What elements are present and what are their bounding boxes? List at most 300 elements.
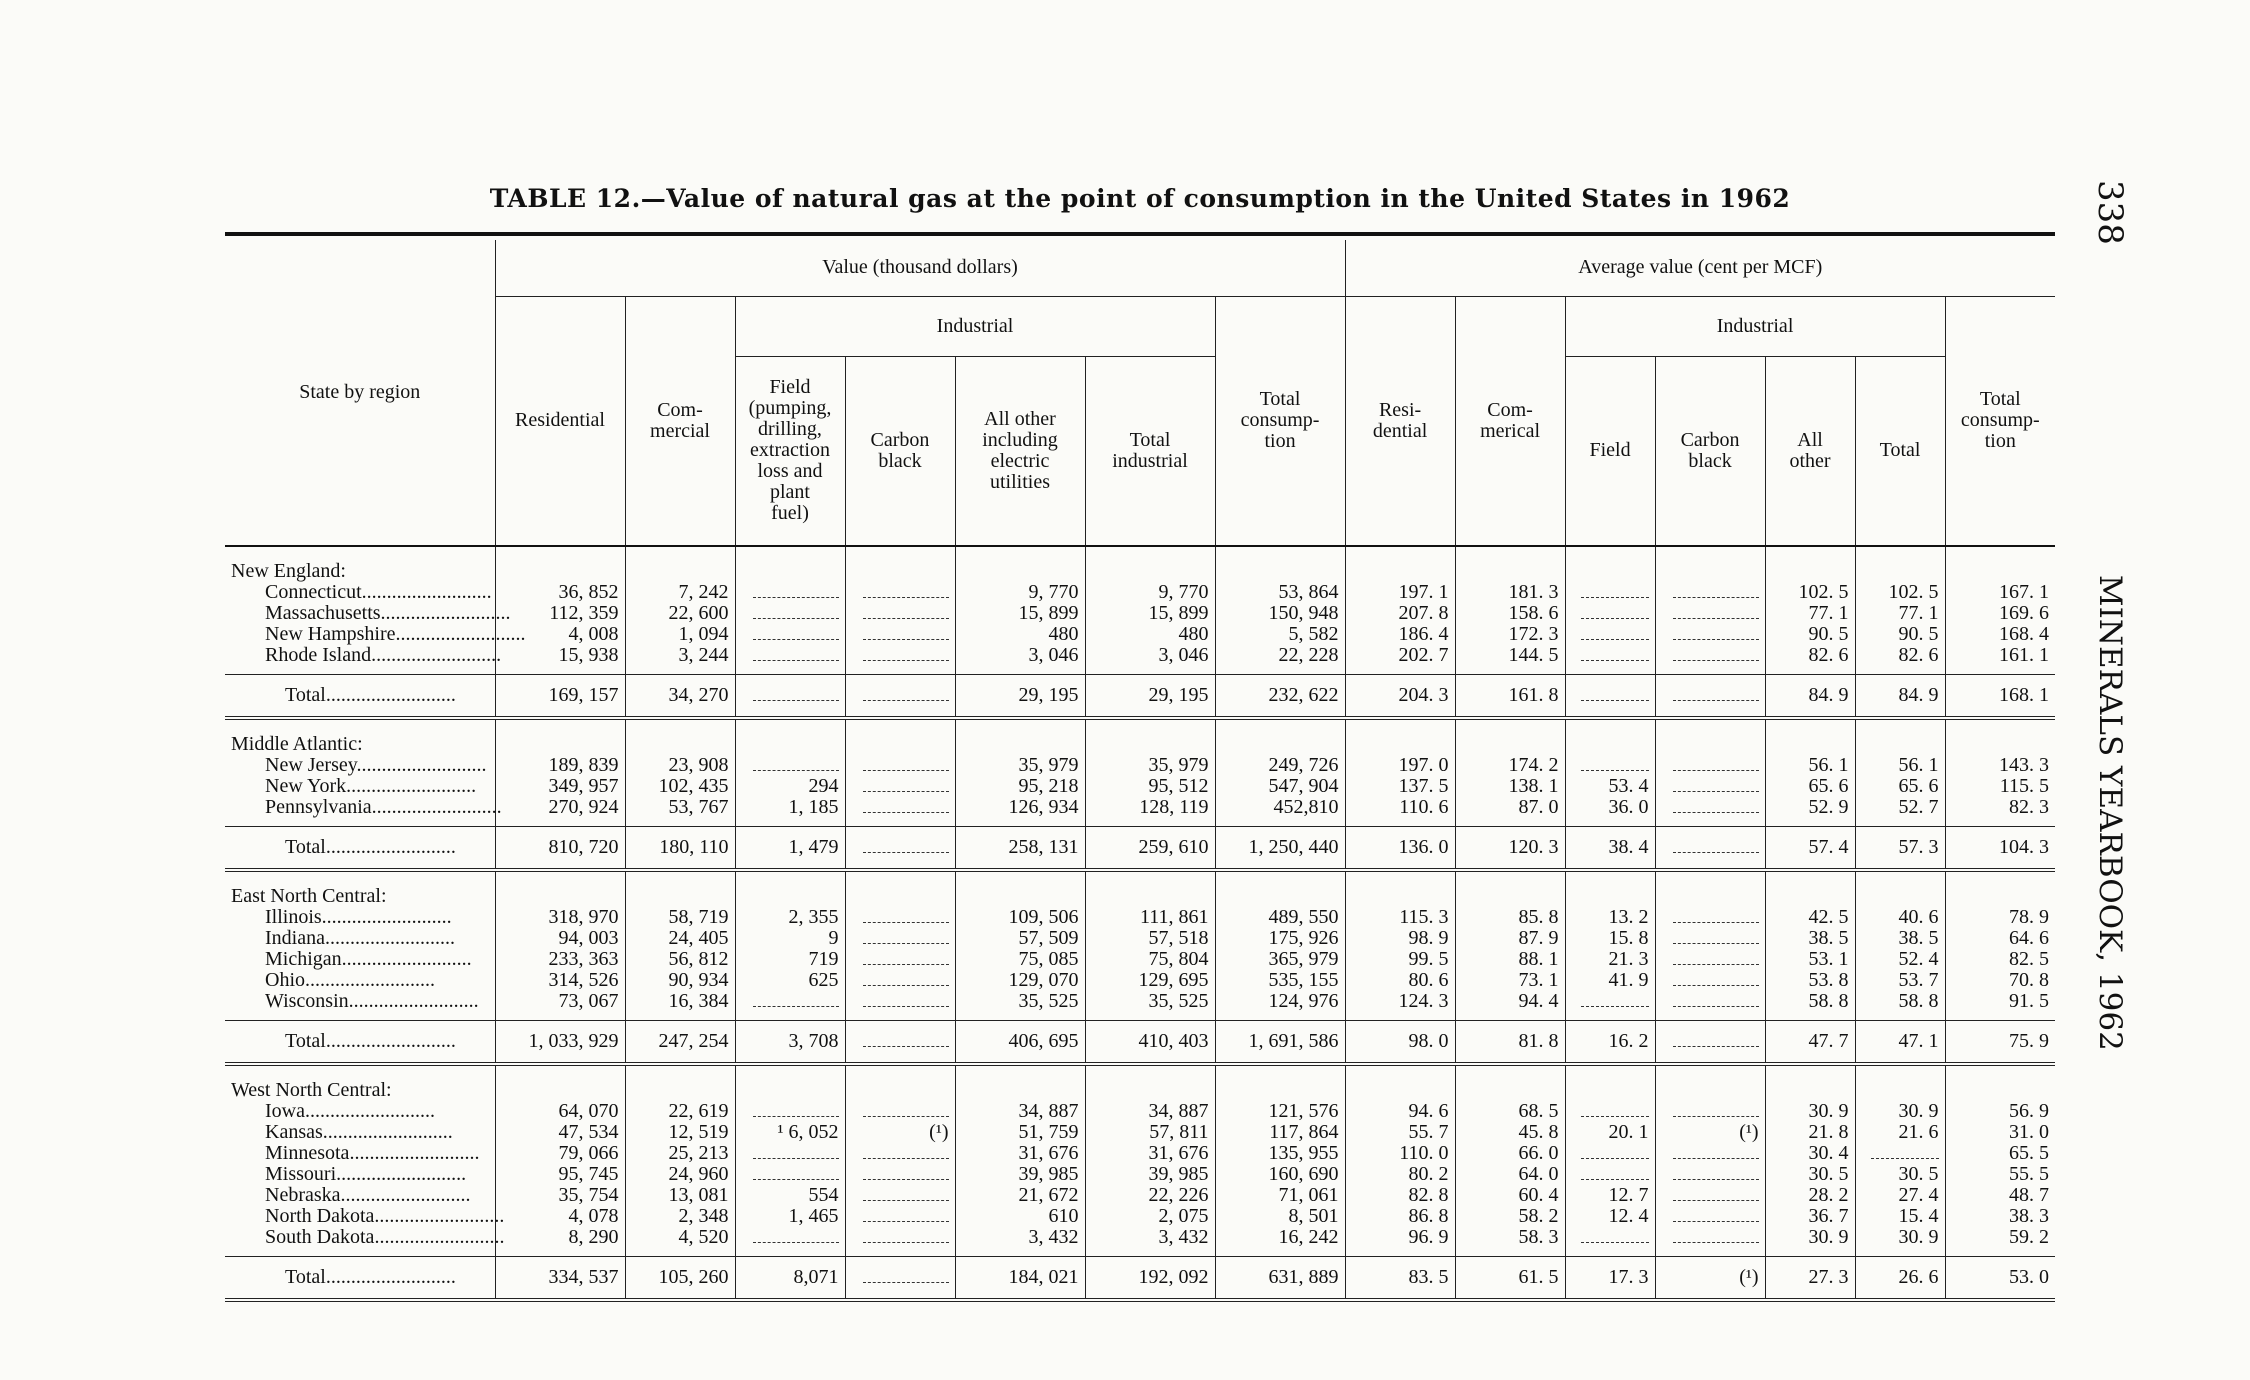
- blank-entry: [1673, 996, 1758, 1007]
- blank-entry: [753, 690, 838, 701]
- table-cell: 77. 1: [1765, 603, 1855, 624]
- blank-entry: [863, 629, 948, 640]
- table-cell: 270, 924: [495, 797, 625, 818]
- table-cell: 115. 3: [1345, 907, 1455, 928]
- table-cell: [1855, 546, 1945, 582]
- table-cell: [1565, 1143, 1655, 1164]
- table-cell: [1345, 1064, 1455, 1101]
- state-name: New Hampshire: [265, 623, 396, 645]
- state-name: Minnesota: [265, 1142, 350, 1164]
- table-cell: 180, 110: [625, 827, 735, 871]
- table-cell: 3, 244: [625, 645, 735, 666]
- table-cell: 129, 695: [1085, 970, 1215, 991]
- table-cell: [1945, 718, 2055, 755]
- table-cell: 102. 5: [1765, 582, 1855, 603]
- table-cell: 78. 9: [1945, 907, 2055, 928]
- table-cell: [1345, 546, 1455, 582]
- blank-entry: [1673, 1106, 1758, 1117]
- table-cell: 57. 3: [1855, 827, 1945, 871]
- table-cell: [1565, 546, 1655, 582]
- table-cell: [495, 718, 625, 755]
- table-cell: 30. 9: [1765, 1227, 1855, 1248]
- table-cell: 16, 384: [625, 991, 735, 1012]
- header-avg-commercial: Com- merical: [1455, 296, 1565, 546]
- table-cell: 202. 7: [1345, 645, 1455, 666]
- table-cell: 52. 4: [1855, 949, 1945, 970]
- blank-entry: [1581, 1148, 1649, 1159]
- header-commercial: Com- mercial: [625, 296, 735, 546]
- table-cell: 53, 767: [625, 797, 735, 818]
- table-cell: 86. 8: [1345, 1206, 1455, 1227]
- table-cell: [735, 755, 845, 776]
- table-cell: 36. 0: [1565, 797, 1655, 818]
- table-cell: [1655, 870, 1765, 907]
- table-cell: 161. 8: [1455, 675, 1565, 719]
- table-cell: [845, 718, 955, 755]
- table-cell: 631, 889: [1215, 1257, 1345, 1301]
- table-cell: 184, 021: [955, 1257, 1085, 1301]
- table-cell: [1855, 870, 1945, 907]
- table-cell: 47, 534: [495, 1122, 625, 1143]
- table-cell: 334, 537: [495, 1257, 625, 1301]
- table-cell: 102, 435: [625, 776, 735, 797]
- table-cell: [1565, 1164, 1655, 1185]
- table-cell: 20. 1: [1565, 1122, 1655, 1143]
- header-industrial: Industrial: [735, 296, 1215, 356]
- table-cell: 4, 008: [495, 624, 625, 645]
- blank-entry: [1581, 608, 1649, 619]
- header-carbon-black: Carbon black: [845, 356, 955, 546]
- table-cell: 35, 979: [955, 755, 1085, 776]
- blank-entry: [1673, 1148, 1758, 1159]
- table-cell: 45. 8: [1455, 1122, 1565, 1143]
- table-cell: [625, 718, 735, 755]
- blank-entry: [1673, 1190, 1758, 1201]
- table-cell: [1085, 870, 1215, 907]
- table-cell: 30. 9: [1765, 1101, 1855, 1122]
- table-cell: [1655, 776, 1765, 797]
- table-cell: [1565, 718, 1655, 755]
- table-cell: 13. 2: [1565, 907, 1655, 928]
- table-cell: [1565, 991, 1655, 1012]
- table-cell: [735, 1101, 845, 1122]
- table-cell: [1565, 1101, 1655, 1122]
- blank-entry: [1673, 650, 1758, 661]
- table-cell: [845, 991, 955, 1012]
- header-total-industrial: Total industrial: [1085, 356, 1215, 546]
- table-cell: 98. 0: [1345, 1021, 1455, 1065]
- table-cell: 810, 720: [495, 827, 625, 871]
- table-row: [225, 624, 2055, 645]
- leader-dots: ..........................: [325, 684, 456, 706]
- table-cell: 249, 726: [1215, 755, 1345, 776]
- region-row: [225, 1064, 2055, 1101]
- table-cell: 61. 5: [1455, 1257, 1565, 1301]
- header-avg-field: Field: [1565, 356, 1655, 546]
- table-cell: 12. 7: [1565, 1185, 1655, 1206]
- table-cell: [1855, 1143, 1945, 1164]
- table-cell: [955, 718, 1085, 755]
- blank-entry: [1871, 1148, 1939, 1159]
- blank-entry: [1581, 1169, 1649, 1180]
- table-cell: [1945, 546, 2055, 582]
- table-cell: [735, 1064, 845, 1101]
- table-cell: [1655, 1143, 1765, 1164]
- table-cell: 52. 7: [1855, 797, 1945, 818]
- table-cell: 104. 3: [1945, 827, 2055, 871]
- table-cell: [845, 1185, 955, 1206]
- state-name: Wisconsin: [265, 990, 349, 1012]
- blank-entry: [863, 1190, 948, 1201]
- table-cell: 47. 7: [1765, 1021, 1855, 1065]
- table-cell: 554: [735, 1185, 845, 1206]
- blank-entry: [1581, 996, 1649, 1007]
- table-cell: 314, 526: [495, 970, 625, 991]
- table-cell: 112, 359: [495, 603, 625, 624]
- page-number: 338: [2090, 180, 2130, 245]
- blank-entry: [1673, 690, 1758, 701]
- table-cell: 4, 520: [625, 1227, 735, 1248]
- running-title: MINERALS YEARBOOK, 1962: [2092, 574, 2128, 1051]
- total-label: Total: [285, 1266, 326, 1288]
- blank-entry: [1673, 975, 1758, 986]
- table-cell: [1655, 675, 1765, 719]
- blank-entry: [1581, 760, 1649, 771]
- table-cell: 53. 1: [1765, 949, 1855, 970]
- table-cell: 36. 7: [1765, 1206, 1855, 1227]
- table-row: [225, 797, 2055, 818]
- table-cell: [845, 675, 955, 719]
- table-cell: 57, 811: [1085, 1122, 1215, 1143]
- state-name: Indiana: [265, 927, 325, 949]
- state-name: North Dakota: [265, 1205, 375, 1227]
- table-cell: [845, 1021, 955, 1065]
- table-cell: 143. 3: [1945, 755, 2055, 776]
- table-row: [225, 1185, 2055, 1206]
- table-cell: 161. 1: [1945, 645, 2055, 666]
- title-rule: [225, 232, 2055, 236]
- table-cell: 91. 5: [1945, 991, 2055, 1012]
- table-row: [225, 755, 2055, 776]
- table-cell: 365, 979: [1215, 949, 1345, 970]
- table-cell: 158. 6: [1455, 603, 1565, 624]
- table-cell: 1, 465: [735, 1206, 845, 1227]
- table-cell: [1565, 755, 1655, 776]
- table-cell: [1345, 718, 1455, 755]
- table-cell: 31, 676: [1085, 1143, 1215, 1164]
- table-cell: 2, 355: [735, 907, 845, 928]
- table-cell: 87. 0: [1455, 797, 1565, 818]
- table-cell: 7, 242: [625, 582, 735, 603]
- table-cell: [1655, 1064, 1765, 1101]
- table-cell: 34, 887: [955, 1101, 1085, 1122]
- table-cell: 120. 3: [1455, 827, 1565, 871]
- table-cell: 406, 695: [955, 1021, 1085, 1065]
- table-cell: 35, 525: [955, 991, 1085, 1012]
- table-cell: 81. 8: [1455, 1021, 1565, 1065]
- blank-entry: [863, 650, 948, 661]
- state-name: Kansas: [265, 1121, 323, 1143]
- table-cell: [845, 928, 955, 949]
- table-cell: 38. 5: [1855, 928, 1945, 949]
- table-cell: 55. 5: [1945, 1164, 2055, 1185]
- table-cell: 75, 085: [955, 949, 1085, 970]
- leader-dots: ..........................: [305, 969, 435, 991]
- table-cell: 87. 9: [1455, 928, 1565, 949]
- blank-entry: [753, 650, 838, 661]
- table-cell: 90. 5: [1855, 624, 1945, 645]
- blank-entry: [1673, 1036, 1758, 1047]
- table-cell: 233, 363: [495, 949, 625, 970]
- table-cell: [1215, 870, 1345, 907]
- blank-entry: [863, 1211, 948, 1222]
- total-label: Total: [285, 1030, 326, 1052]
- table-cell: [625, 546, 735, 582]
- table-cell: [955, 870, 1085, 907]
- table-cell: 167. 1: [1945, 582, 2055, 603]
- table-cell: 610: [955, 1206, 1085, 1227]
- table-cell: 38. 5: [1765, 928, 1855, 949]
- table-cell: [735, 603, 845, 624]
- leader-dots: ..........................: [356, 754, 487, 776]
- table-cell: 111, 861: [1085, 907, 1215, 928]
- blank-entry: [863, 802, 948, 813]
- table-cell: [1655, 907, 1765, 928]
- table-cell: [1655, 928, 1765, 949]
- table-cell: 70. 8: [1945, 970, 2055, 991]
- blank-entry: [1581, 629, 1649, 640]
- blank-entry: [863, 760, 948, 771]
- table-cell: 3, 432: [1085, 1227, 1215, 1248]
- table-row: [225, 582, 2055, 603]
- table-row: [225, 1143, 2055, 1164]
- table-cell: [735, 675, 845, 719]
- table-cell: [845, 776, 955, 797]
- blank-entry: [1673, 760, 1758, 771]
- table-cell: 144. 5: [1455, 645, 1565, 666]
- table-cell: 35, 754: [495, 1185, 625, 1206]
- blank-entry: [863, 933, 948, 944]
- table-cell: 21, 672: [955, 1185, 1085, 1206]
- running-header: [2080, 180, 2140, 1320]
- table-cell: [1945, 870, 2055, 907]
- table-cell: 9, 770: [955, 582, 1085, 603]
- table-cell: 8, 501: [1215, 1206, 1345, 1227]
- leader-dots: ..........................: [325, 1266, 456, 1288]
- table-cell: [1655, 827, 1765, 871]
- blank-entry: [863, 1232, 948, 1243]
- leader-dots: ..........................: [324, 927, 455, 949]
- table-cell: [845, 603, 955, 624]
- table-cell: 75, 804: [1085, 949, 1215, 970]
- table-cell: 56. 1: [1855, 755, 1945, 776]
- table-cell: 15, 899: [1085, 603, 1215, 624]
- table-cell: 58. 2: [1455, 1206, 1565, 1227]
- region-row: [225, 546, 2055, 582]
- state-name: Nebraska: [265, 1184, 341, 1206]
- table-title: TABLE 12.—Value of natural gas at the point of consumption in the United States in 1962: [489, 184, 1791, 213]
- leader-dots: ..........................: [341, 948, 472, 970]
- blank-entry: [863, 608, 948, 619]
- table-cell: [1565, 624, 1655, 645]
- table-cell: [845, 1164, 955, 1185]
- table-cell: 197. 0: [1345, 755, 1455, 776]
- table-cell: 4, 078: [495, 1206, 625, 1227]
- table-cell: 31, 676: [955, 1143, 1085, 1164]
- table-cell: [735, 582, 845, 603]
- state-name: New Jersey: [265, 754, 357, 776]
- table-cell: 110. 6: [1345, 797, 1455, 818]
- table-cell: 30. 9: [1855, 1227, 1945, 1248]
- table-cell: 29, 195: [1085, 675, 1215, 719]
- table-cell: [845, 1101, 955, 1122]
- table-row: [225, 776, 2055, 797]
- table-cell: 40. 6: [1855, 907, 1945, 928]
- table-cell: 58. 3: [1455, 1227, 1565, 1248]
- table-cell: 719: [735, 949, 845, 970]
- table-cell: 42. 5: [1765, 907, 1855, 928]
- blank-entry: [753, 1232, 838, 1243]
- table-cell: (¹): [1655, 1122, 1765, 1143]
- table-cell: [1455, 1064, 1565, 1101]
- total-row: [225, 1021, 2055, 1065]
- table-cell: [1655, 1021, 1765, 1065]
- table-cell: 53. 0: [1945, 1257, 2055, 1301]
- blank-entry: [863, 975, 948, 986]
- header-all-other-incl: All other including electric utilities: [955, 356, 1085, 546]
- table-cell: [845, 949, 955, 970]
- table-cell: 24, 960: [625, 1164, 735, 1185]
- blank-entry: [753, 629, 838, 640]
- table-cell: 35, 525: [1085, 991, 1215, 1012]
- table-cell: 410, 403: [1085, 1021, 1215, 1065]
- table-cell: 27. 3: [1765, 1257, 1855, 1301]
- table-cell: [1765, 870, 1855, 907]
- table-cell: (¹): [845, 1122, 955, 1143]
- table-row: [225, 907, 2055, 928]
- table-cell: 28. 2: [1765, 1185, 1855, 1206]
- table-cell: [1215, 1064, 1345, 1101]
- table-cell: [1855, 718, 1945, 755]
- table-cell: 82. 5: [1945, 949, 2055, 970]
- table-cell: [1655, 949, 1765, 970]
- table-cell: ¹ 6, 052: [735, 1122, 845, 1143]
- table-cell: 625: [735, 970, 845, 991]
- table-cell: 204. 3: [1345, 675, 1455, 719]
- table-cell: 5, 582: [1215, 624, 1345, 645]
- table-cell: [845, 1227, 955, 1248]
- table-cell: 168. 1: [1945, 675, 2055, 719]
- table-cell: 9, 770: [1085, 582, 1215, 603]
- table-cell: [1655, 1227, 1765, 1248]
- blank-entry: [863, 587, 948, 598]
- table-cell: [1655, 970, 1765, 991]
- leader-dots: ..........................: [361, 581, 492, 603]
- blank-entry: [863, 912, 948, 923]
- region-name: Middle Atlantic:: [231, 733, 363, 755]
- table-cell: [1655, 718, 1765, 755]
- total-row: [225, 1257, 2055, 1301]
- blank-entry: [1673, 1211, 1758, 1222]
- table-cell: [845, 797, 955, 818]
- blank-entry: [863, 1148, 948, 1159]
- table-cell: 94. 6: [1345, 1101, 1455, 1122]
- table-cell: 2, 348: [625, 1206, 735, 1227]
- table-cell: 489, 550: [1215, 907, 1345, 928]
- blank-entry: [863, 1106, 948, 1117]
- table-cell: 34, 270: [625, 675, 735, 719]
- table-cell: [1565, 582, 1655, 603]
- table-cell: [495, 870, 625, 907]
- table-cell: 1, 185: [735, 797, 845, 818]
- blank-entry: [1673, 954, 1758, 965]
- table-cell: [625, 870, 735, 907]
- table-cell: 186. 4: [1345, 624, 1455, 645]
- table-cell: 258, 131: [955, 827, 1085, 871]
- table-cell: 1, 094: [625, 624, 735, 645]
- table-cell: 117, 864: [1215, 1122, 1345, 1143]
- region-row: [225, 870, 2055, 907]
- leader-dots: ..........................: [321, 906, 452, 928]
- table-cell: 318, 970: [495, 907, 625, 928]
- table-cell: [1655, 546, 1765, 582]
- table-cell: 36, 852: [495, 582, 625, 603]
- blank-entry: [1673, 629, 1758, 640]
- table-cell: 169. 6: [1945, 603, 2055, 624]
- region-row: [225, 718, 2055, 755]
- table-cell: 73, 067: [495, 991, 625, 1012]
- table-cell: 77. 1: [1855, 603, 1945, 624]
- table-cell: 136. 0: [1345, 827, 1455, 871]
- table-cell: 80. 2: [1345, 1164, 1455, 1185]
- table-cell: 2, 075: [1085, 1206, 1215, 1227]
- leader-dots: ..........................: [346, 775, 477, 797]
- table-cell: [1655, 1206, 1765, 1227]
- table-cell: 95, 512: [1085, 776, 1215, 797]
- table-cell: 169, 157: [495, 675, 625, 719]
- table-cell: 30. 9: [1855, 1101, 1945, 1122]
- table-cell: [1655, 991, 1765, 1012]
- region-name: New England:: [231, 560, 346, 582]
- table-cell: 1, 691, 586: [1215, 1021, 1345, 1065]
- blank-entry: [753, 1106, 838, 1117]
- table-cell: 47. 1: [1855, 1021, 1945, 1065]
- gas-value-table: [225, 240, 2055, 1302]
- table-cell: 8, 290: [495, 1227, 625, 1248]
- table-cell: 232, 622: [1215, 675, 1345, 719]
- table-cell: 95, 218: [955, 776, 1085, 797]
- table-cell: 109, 506: [955, 907, 1085, 928]
- table-cell: 82. 8: [1345, 1185, 1455, 1206]
- leader-dots: ..........................: [348, 990, 479, 1012]
- table-cell: 57, 518: [1085, 928, 1215, 949]
- table-cell: [1565, 1227, 1655, 1248]
- table-cell: 26. 6: [1855, 1257, 1945, 1301]
- table-cell: 84. 9: [1855, 675, 1945, 719]
- table-cell: 68. 5: [1455, 1101, 1565, 1122]
- table-cell: 21. 6: [1855, 1122, 1945, 1143]
- table-cell: [1655, 1101, 1765, 1122]
- table-cell: 58. 8: [1855, 991, 1945, 1012]
- table-cell: [1655, 755, 1765, 776]
- table-cell: 22, 226: [1085, 1185, 1215, 1206]
- region-name: West North Central:: [231, 1079, 392, 1101]
- leader-dots: ..........................: [340, 1184, 471, 1206]
- table-cell: 115. 5: [1945, 776, 2055, 797]
- state-name: Missouri: [265, 1163, 337, 1185]
- table-cell: 181. 3: [1455, 582, 1565, 603]
- table-cell: 84. 9: [1765, 675, 1855, 719]
